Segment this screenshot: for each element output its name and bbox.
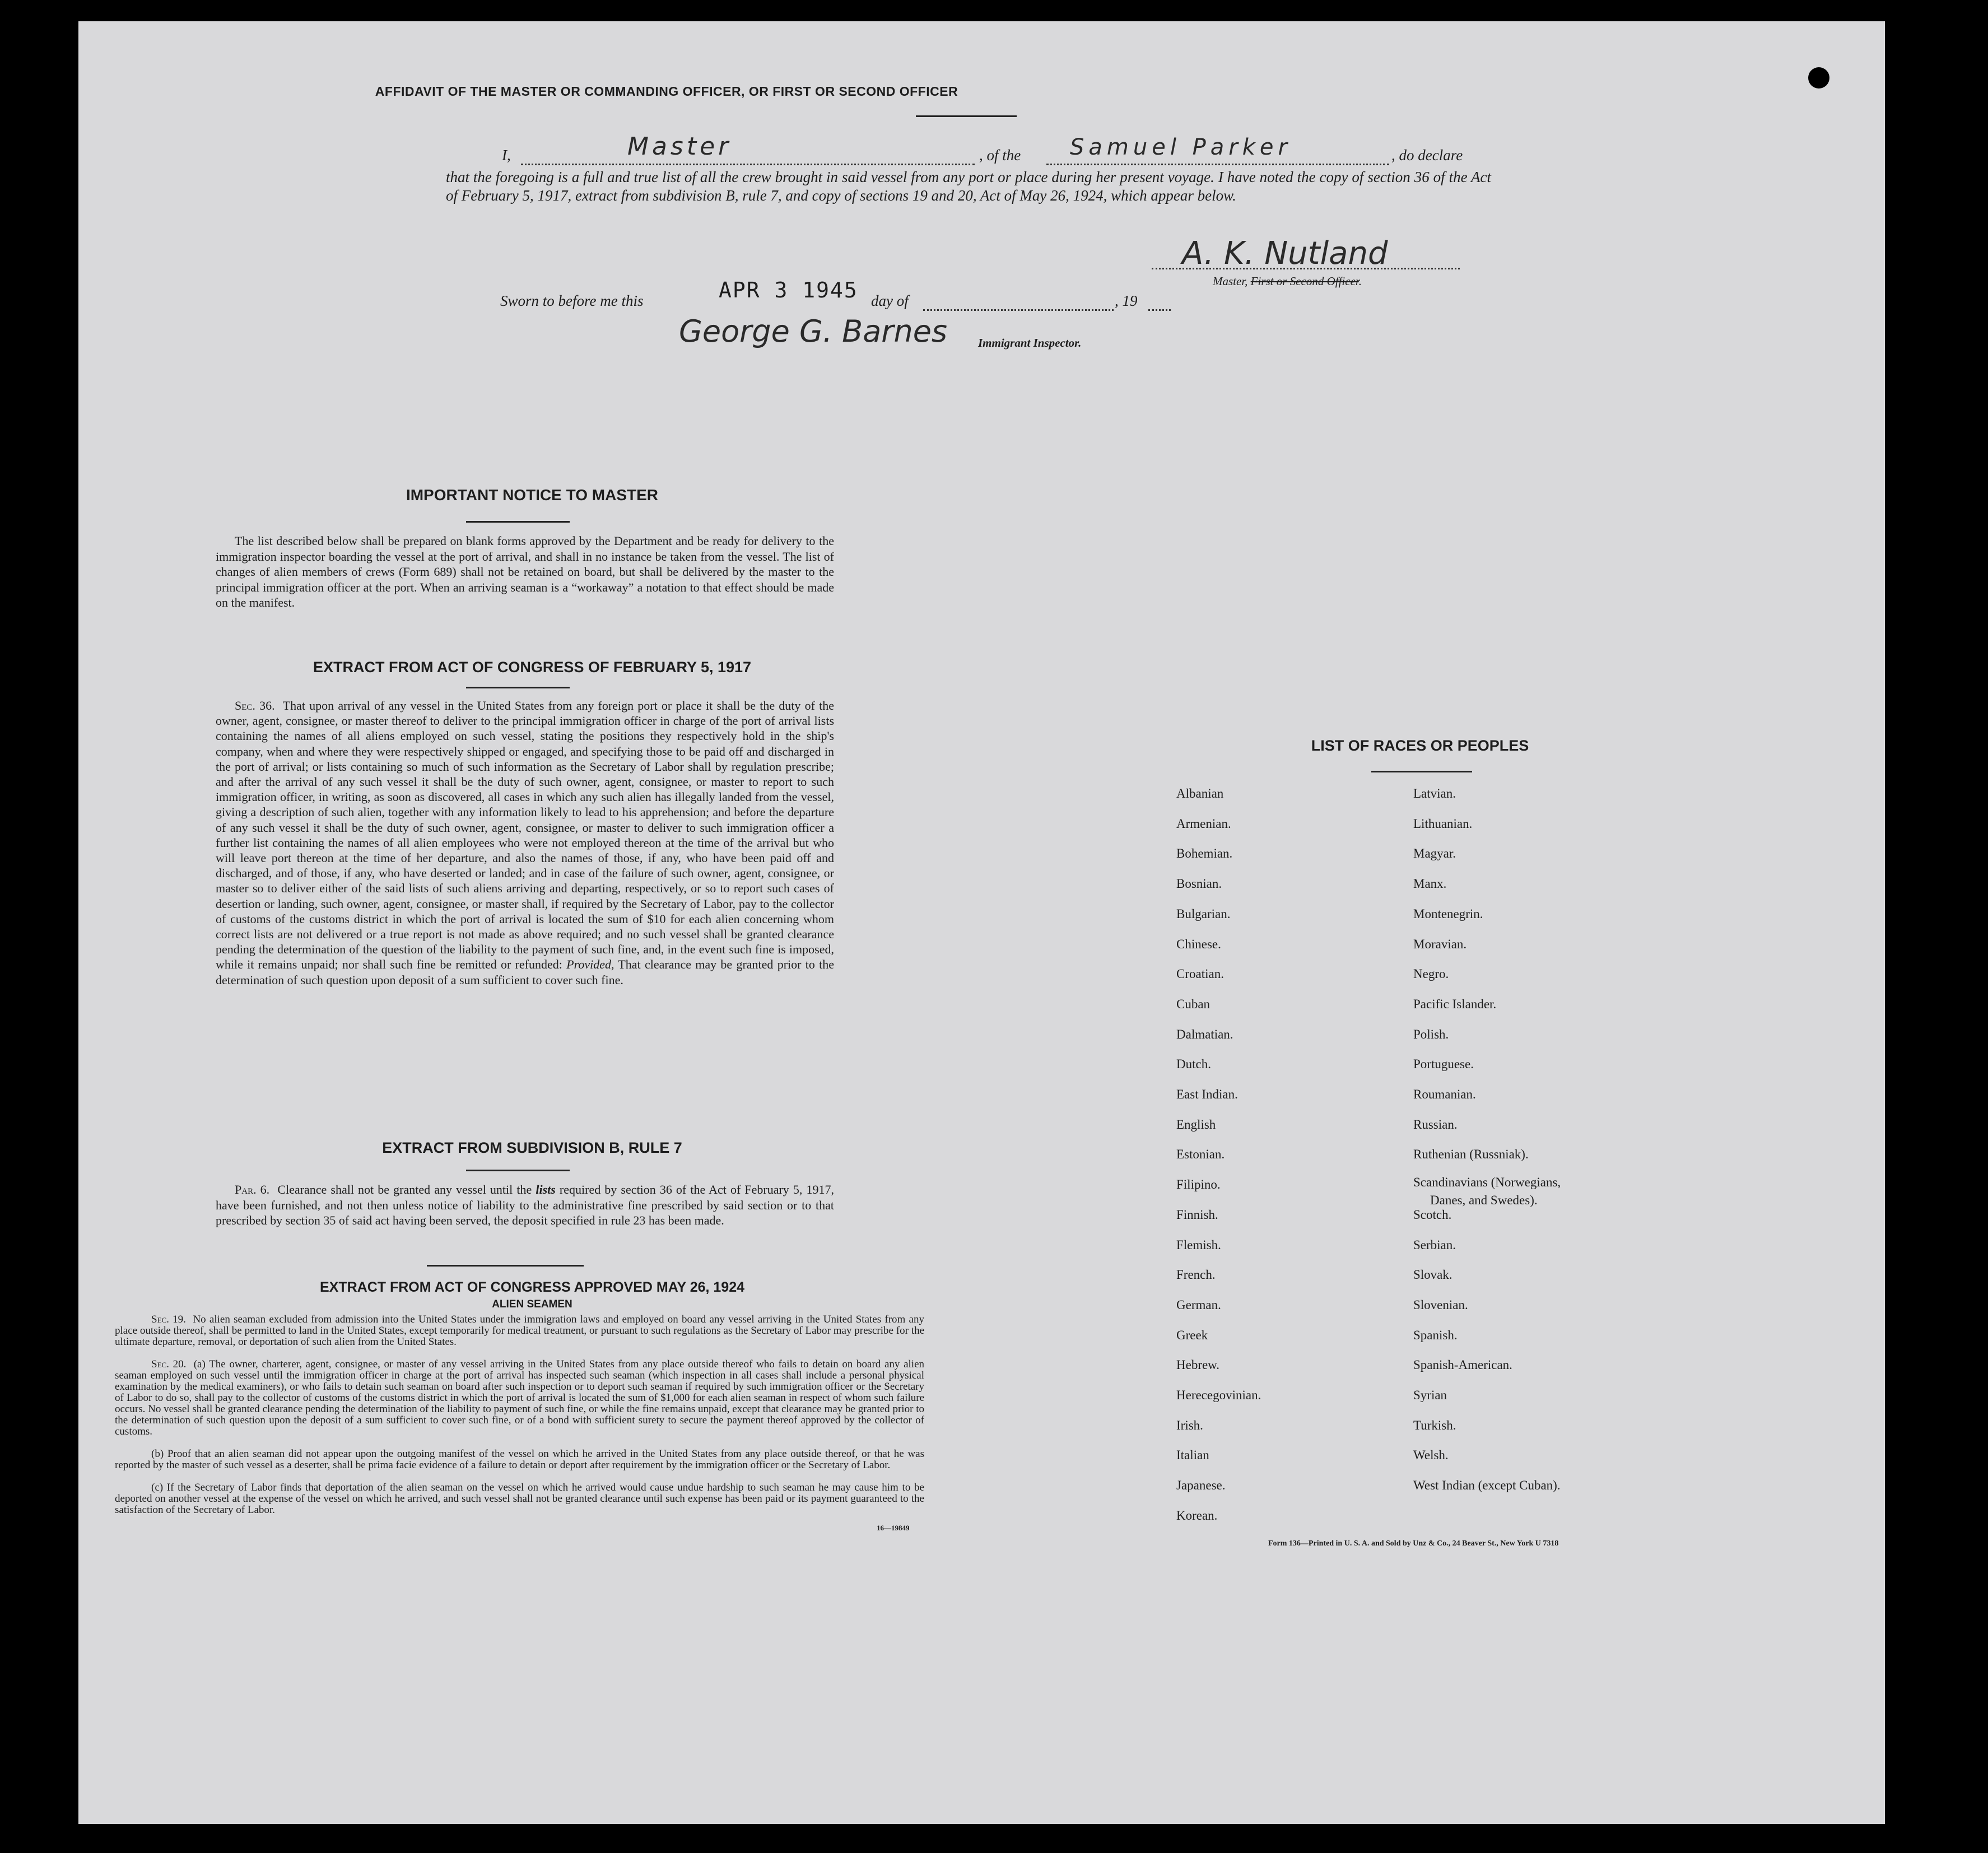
race-item: Irish. <box>1176 1418 1203 1432</box>
race-item: Herecegovinian. <box>1176 1388 1261 1402</box>
race-item: Dalmatian. <box>1176 1027 1233 1041</box>
race-item: Croatian. <box>1176 967 1224 981</box>
race-item: Syrian <box>1413 1388 1447 1402</box>
race-item: Flemish. <box>1176 1237 1221 1252</box>
section-20c-text: (c) If the Secretary of Labor finds that deportation of the alien seaman on the vessel on which he arrived would cause undue hardship to such seaman he may cause him to be deported on another vessel at the expense of the vessel on which he arrived, and such vessel shall not be granted clearance until such expense has been paid or its payment guaranteed to the satisfaction of the Secretary of Labor. <box>115 1482 924 1516</box>
rule7-text <box>216 1182 834 1228</box>
lists-word: lists <box>536 1182 556 1196</box>
declare-label: , do declare <box>1391 147 1463 164</box>
race-item: French. <box>1176 1268 1216 1282</box>
race-item: Chinese. <box>1176 937 1221 951</box>
proviso-text: That clearance may be granted prior to the determination of such question upon deposit of a sum sufficient to cover such fine. <box>216 957 835 987</box>
binder-hole <box>1898 306 1924 332</box>
binder-hole <box>1898 1501 1924 1527</box>
race-item: Roumanian. <box>1413 1087 1476 1101</box>
year-label: , 19 <box>1115 292 1138 309</box>
rule7-text-b: required by section 36 of the Act of February 5, 1917, have been furnished, and not then unless notice of liability to the administrative fine prescribed by said section or to that prescribed by section 35 of said act having been served, the deposit specified in rule 23 has been made. <box>216 1182 835 1227</box>
officer-caption <box>1213 274 1362 288</box>
sec-19-label: Sec. 19. <box>151 1314 186 1325</box>
officer-caption-struck: First or Second Officer <box>1250 274 1359 288</box>
race-item: Japanese. <box>1176 1478 1226 1493</box>
print-code: 16—19849 <box>877 1524 910 1532</box>
par-6-label: Par. 6. <box>235 1182 270 1196</box>
section-36-text <box>216 698 834 988</box>
race-item: Greek <box>1176 1328 1208 1342</box>
affidavit-title: AFFIDAVIT OF THE MASTER OR COMMANDING OFFICER, OR FIRST OR SECOND OFFICER <box>375 84 958 99</box>
officer-caption-suffix: . <box>1358 274 1362 288</box>
race-item: Lithuanian. <box>1413 816 1473 831</box>
section-20a-text <box>115 1359 924 1437</box>
extract-1924-heading: EXTRACT FROM ACT OF CONGRESS APPROVED MAY 26, 1924 <box>319 1279 745 1295</box>
extract-1917-heading: EXTRACT FROM ACT OF CONGRESS OF FEBRUARY 5, 1917 <box>313 659 752 676</box>
race-item: Albanian <box>1176 786 1224 800</box>
inspector-label: Immigrant Inspector. <box>978 336 1082 350</box>
rank-field-line <box>521 151 975 165</box>
binder-hole <box>1898 657 1924 682</box>
binder-hole <box>1898 1244 1924 1269</box>
of-the-label: , of the <box>979 147 1021 164</box>
sec-36-body: That upon arrival of any vessel in the United States from any foreign port or place it shall be the duty of the owner, agent, consignee, or master thereof to deliver to the principal immigration officer in charge of the port of arrival lists containing the names of all aliens employed on such vessel, stating the positions they respectively hold in the ship's company, when and where they were respectively shipped or engaged, and specifying those to be paid off and discharged in the port of arrival; or lists containing so much of such information as the Secretary of Labor shall by regulation prescribe; and after the arrival of any such vessel it shall be the duty of such owner, agent, consignee, or master to report to such immigration officer, in writing, as soon as discovered, all cases in which any such alien has illegally landed from the vessel, giving a description of such alien, together with any information likely to lead to his apprehension; and before the departure of any such vessel it shall be the duty of such owner, agent, consignee, or master to deliver to such immigration officer a further list containing the names of all alien employees who were not employed thereon at the time of the arrival but who will leave port thereon at the time of her departure, and also the names of those, if any, who have been paid off and discharged, and of those, if any, who have deserted or landed; and in case of the failure of such owner, agent, consignee, or master so to deliver either of the said lists of such aliens arriving and departing, respectively, or so to report such cases of desertion or landing, such owner, agent, consignee, or master shall, if required by the Secretary of Labor, pay to the collector of customs of the customs district in which the port of arrival is located the sum of $10 for each alien concerning whom correct lists are not delivered or a true report is not made as above required; and no such vessel shall be granted clearance pending the determination of the question of the liability to the payment of such fine, and, in the event such fine is imposed, while it remains unpaid; nor shall such fine be remitted or refunded: <box>216 699 834 972</box>
race-item: Moravian. <box>1413 937 1467 951</box>
race-item: Montenegrin. <box>1413 906 1483 921</box>
divider <box>466 521 570 523</box>
affidavit-body: that the foregoing is a full and true list of all the crew brought in said vessel from any port or place during her present voyage. I have noted the copy of section 36 of the Act of February 5, 1917, extract from subdivision B, rule 7, and copy of sections 19 and 20, Act of May 26, 1924, which appear below. <box>446 169 1491 204</box>
divider <box>916 115 1017 117</box>
race-item: Latvian. <box>1413 786 1456 800</box>
race-item: Armenian. <box>1176 816 1231 831</box>
race-item: Bulgarian. <box>1176 906 1231 921</box>
form-print-note: Form 136—Printed in U. S. A. and Sold by Unz & Co., 24 Beaver St., New York U 7318 <box>1268 1539 1559 1548</box>
divider <box>466 687 570 688</box>
race-item: Portuguese. <box>1413 1057 1474 1072</box>
master-signature: A. K. Nutland <box>1182 235 1388 272</box>
race-item: Korean. <box>1176 1508 1218 1523</box>
race-item: East Indian. <box>1176 1087 1238 1101</box>
sec-19-body: No alien seaman excluded from admission into the United States under the immigration laws and employed on board any vessel arriving in the United States from any place outside thereof, shall be permitted to land in the United States, except temporarily for medical treatment, or pursuant to such regulations as the Secretary of Labor may prescribe for the ultimate departure, removal, or deportation of such alien from the United States. <box>115 1314 924 1348</box>
race-item: Manx. <box>1413 877 1447 891</box>
day-of-label: day of <box>871 292 909 309</box>
race-item: Slovenian. <box>1413 1297 1468 1312</box>
rule7-text-a: Clearance shall not be granted any vessel until the <box>277 1182 536 1196</box>
proviso-word: Provided, <box>566 957 614 972</box>
race-item: Estonian. <box>1176 1147 1225 1162</box>
divider <box>466 1170 570 1171</box>
inspector-signature: George G. Barnes <box>679 314 948 349</box>
affidavit-i-label: I, <box>502 147 511 164</box>
ink-blot <box>1887 81 1906 97</box>
race-item: Polish. <box>1413 1027 1449 1041</box>
sworn-label: Sworn to before me this <box>500 292 644 309</box>
ink-blot <box>1808 67 1829 89</box>
races-heading: LIST OF RACES OR PEOPLES <box>1311 737 1529 754</box>
sec-36-label: Sec. 36. <box>235 699 275 713</box>
month-field-line <box>923 298 1114 311</box>
race-item: Spanish-American. <box>1413 1358 1512 1372</box>
signature-line <box>1152 257 1460 269</box>
year-field-line <box>1148 298 1171 311</box>
race-item: Pacific Islander. <box>1413 997 1497 1011</box>
race-item: Spanish. <box>1413 1328 1458 1342</box>
race-item: Hebrew. <box>1176 1358 1220 1372</box>
race-item: Scotch. <box>1413 1207 1452 1222</box>
divider <box>1371 771 1472 772</box>
race-item: Dutch. <box>1176 1057 1211 1072</box>
rank-handwritten: Master <box>627 132 732 161</box>
race-item: Magyar. <box>1413 846 1456 861</box>
race-item: Slovak. <box>1413 1268 1452 1282</box>
notice-text: The list described below shall be prepared on blank forms approved by the Department and be ready for delivery to the immigration inspector boarding the vessel at the port of arrival, and shall in no instance be taken from the vessel. The list of changes of alien members of crews (Form 689) shall not be retained on board, but shall be delivered by the master to the principal immigration officer at the port. When an arriving seaman is a “workaway” a notation to that effect should be made on the manifest. <box>216 534 834 609</box>
race-item: Scandinavians (Norwegians, <box>1413 1175 1561 1190</box>
race-item: German. <box>1176 1297 1221 1312</box>
race-item: Turkish. <box>1413 1418 1456 1432</box>
sec-20a-body: (a) The owner, charterer, agent, consignee, or master of any vessel arriving in the United States from any place outside thereof who fails to detain on board any alien seaman employed on such vessel until the immigration officer in charge at the port of arrival has inspected such seaman (which inspection in all cases shall include a personal physical examination by the medical examiners), or who fails to detain such seaman on board after such inspection or to deport such seaman if required by such immigration officer or the Secretary of Labor to do so, shall pay to the collector of customs of the customs district in which the port of arrival is located the sum of $1,000 for each alien seaman in respect of whom such failure occurs. No vessel shall be granted clearance pending the determination of the liability to payment of such fine, or while the fine remains unpaid, except that clearance may be granted prior to the determination of such question upon the deposit of a sum sufficient to cover such fine, or of a bond with sufficient surety to secure the payment thereof approved by the collector of customs. <box>115 1358 925 1437</box>
binder-hole <box>1898 207 1924 233</box>
race-item: Finnish. <box>1176 1207 1218 1222</box>
race-item: Cuban <box>1176 997 1211 1011</box>
binder-hole <box>1898 559 1924 585</box>
officer-caption-prefix: Master, <box>1213 274 1251 288</box>
race-item: Welsh. <box>1413 1448 1449 1463</box>
race-item: Ruthenian (Russniak). <box>1413 1147 1529 1162</box>
sec-20-label: Sec. 20. <box>151 1358 187 1370</box>
alien-seamen-subheading: ALIEN SEAMEN <box>492 1298 572 1310</box>
section-19-text <box>115 1314 924 1348</box>
race-item: Serbian. <box>1413 1237 1456 1252</box>
binder-hole <box>1898 1154 1924 1180</box>
race-item: Bosnian. <box>1176 877 1222 891</box>
race-item: Negro. <box>1413 967 1449 981</box>
race-item: Italian <box>1176 1448 1209 1463</box>
notice-heading: IMPORTANT NOTICE TO MASTER <box>406 486 659 504</box>
race-item: Filipino. <box>1176 1177 1221 1192</box>
divider <box>427 1265 584 1267</box>
race-item: West Indian (except Cuban). <box>1413 1478 1561 1493</box>
race-item: Bohemian. <box>1176 846 1233 861</box>
binder-hole <box>1898 1589 1924 1614</box>
section-20b-text: (b) Proof that an alien seaman did not appear upon the outgoing manifest of the vessel on which he arrived in the United States from any place outside thereof, or that he was reported by the master of such vessel as a deserter, shall be prima facie evidence of a failure to detain or deport after requirement by the immigration officer or the Secretary of Labor. <box>115 1448 924 1471</box>
race-item: Danes, and Swedes). <box>1430 1193 1538 1208</box>
date-stamp: APR 3 1945 <box>719 278 858 302</box>
race-item: English <box>1176 1117 1216 1132</box>
vessel-handwritten: Samuel Parker <box>1070 134 1292 160</box>
rule7-heading: EXTRACT FROM SUBDIVISION B, RULE 7 <box>382 1139 682 1156</box>
race-item: Russian. <box>1413 1117 1458 1132</box>
